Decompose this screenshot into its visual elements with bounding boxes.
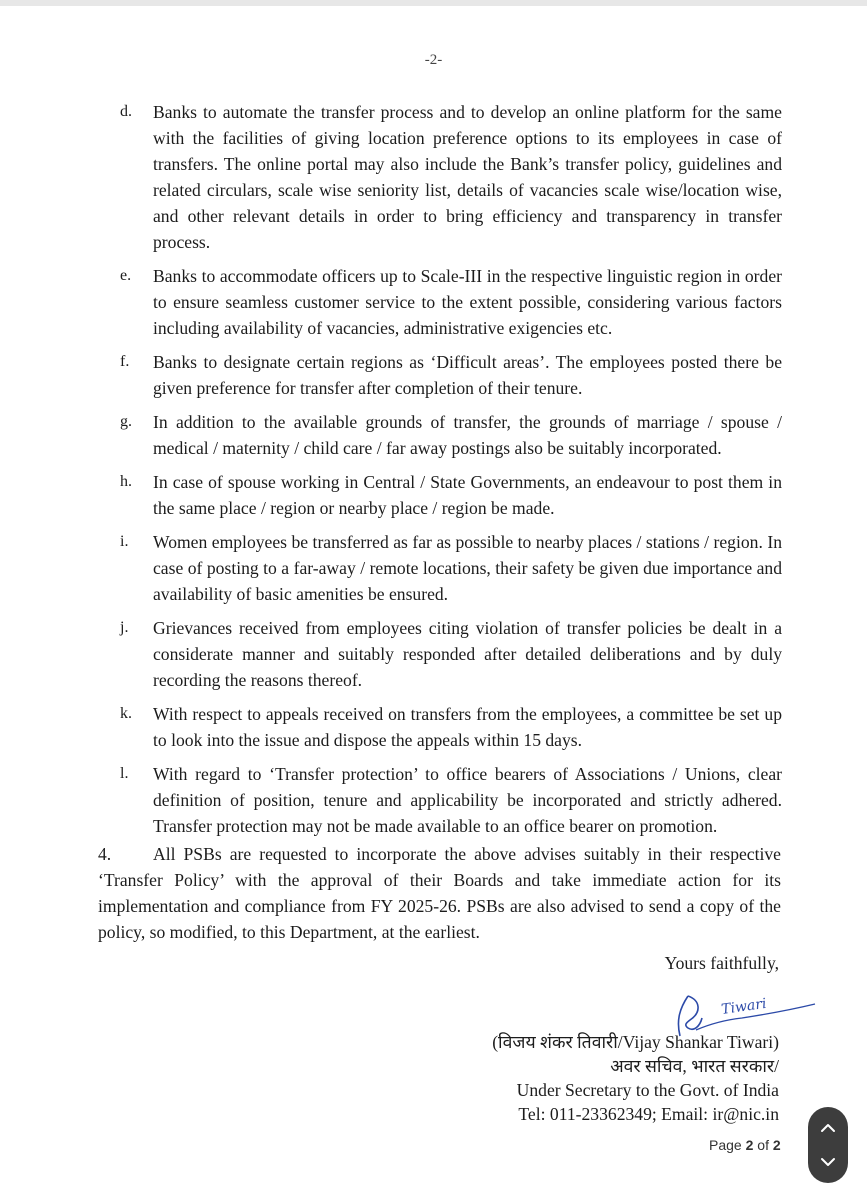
list-item: [120, 263, 782, 341]
list-item-label: l.: [120, 765, 129, 782]
list-item-label: g.: [120, 413, 132, 430]
list-item: [120, 529, 782, 607]
closing-salutation: Yours faithfully,: [664, 953, 779, 973]
list-item-label: i.: [120, 533, 129, 550]
list-item-text: Banks to automate the transfer process and to develop an online platform for the same with the facilities of giving location preference options to its employees in case of transfers. The online portal may also include the Bank’s transfer policy, guidelines and related circulars, scale wise seniority list, details of vacancies scale wise/location wise, and other relevant details in order to bring efficiency and transparency in transfer process.: [153, 102, 782, 252]
list-item-label: e.: [120, 267, 132, 284]
signatory-contact: Tel: 011-23362349; Email: ir@nic.in: [518, 1104, 779, 1124]
footer-prefix: Page: [709, 1137, 746, 1153]
paragraph-4: [98, 841, 781, 945]
paragraph-text: All PSBs are requested to incorporate the above advises suitably in their respective ‘Transfer Policy’ with the approval of their Boards and take immediate action for its implementation and compliance from FY 2025-26. PSBs are also advised to send a copy of the policy, so modified, to this Department, at the earliest.: [98, 844, 781, 942]
signatory-block: [492, 1030, 779, 1126]
list-item-label: h.: [120, 473, 132, 490]
list-item-text: With regard to ‘Transfer protection’ to office bearers of Associations / Unions, clear definition of position, tenure and applicability be incorporated and strictly adhered. Transfer protection may not be made available to an office bearer on promotion.: [153, 764, 782, 836]
scroll-up-button[interactable]: [808, 1109, 848, 1147]
list-item-text: In addition to the available grounds of transfer, the grounds of marriage / spouse / medical / maternity / child care / far away postings also be suitably incorporated.: [153, 412, 782, 458]
list-item: [120, 99, 782, 255]
list-item: [120, 701, 782, 753]
signatory-designation: Under Secretary to the Govt. of India: [516, 1080, 779, 1100]
list-item-text: Banks to accommodate officers up to Scale-III in the respective linguistic region in order to ensure seamless customer service to the extent possible, considering various factors including availability of vacancies, administrative exigencies etc.: [153, 266, 782, 338]
page-footer: [709, 1137, 781, 1153]
list-item-text: Grievances received from employees citing violation of transfer policies be dealt in a considerate manner and suitably responded after detailed deliberations and by duly recording the reasons thereof.: [153, 618, 782, 690]
chevron-down-icon: [820, 1157, 836, 1167]
chevron-up-icon: [820, 1123, 836, 1133]
list-item: [120, 349, 782, 401]
list-item: [120, 409, 782, 461]
svg-text:Tiwari: Tiwari: [720, 995, 768, 1018]
footer-total-pages: 2: [772, 1137, 781, 1153]
paragraph-number: 4.: [98, 844, 112, 864]
list-item-label: k.: [120, 705, 132, 722]
list-item-text: Banks to designate certain regions as ‘Difficult areas’. The employees posted there be given preference for transfer after completion of their tenure.: [153, 352, 782, 398]
footer-separator: of: [753, 1137, 773, 1153]
list-item-text: Women employees be transferred as far as possible to nearby places / stations / region. In case of posting to a far-away / remote locations, their safety be given due importance and availability of basic amenities be ensured.: [153, 532, 782, 604]
footer-current-page: 2: [745, 1137, 754, 1153]
list-item: [120, 469, 782, 521]
list-item: [120, 615, 782, 693]
scroll-down-button[interactable]: [808, 1143, 848, 1181]
signatory-name: (विजय शंकर तिवारी/Vijay Shankar Tiwari): [492, 1032, 779, 1052]
list-item-label: d.: [120, 103, 132, 120]
list-item-text: In case of spouse working in Central / State Governments, an endeavour to post them in the same place / region or nearby place / region be made.: [153, 472, 782, 518]
list-item-text: With respect to appeals received on transfers from the employees, a committee be set up to look into the issue and dispose the appeals within 15 days.: [153, 704, 782, 750]
viewer-top-bar: [0, 0, 867, 6]
advisory-list: [120, 99, 782, 847]
page-scroll-controls: [808, 1107, 848, 1183]
signatory-hindi-designation: अवर सचिव, भारत सरकार/: [610, 1056, 779, 1076]
list-item-label: f.: [120, 353, 130, 370]
list-item-label: j.: [120, 619, 129, 636]
page-header-number: -2-: [424, 52, 443, 68]
list-item: [120, 761, 782, 839]
